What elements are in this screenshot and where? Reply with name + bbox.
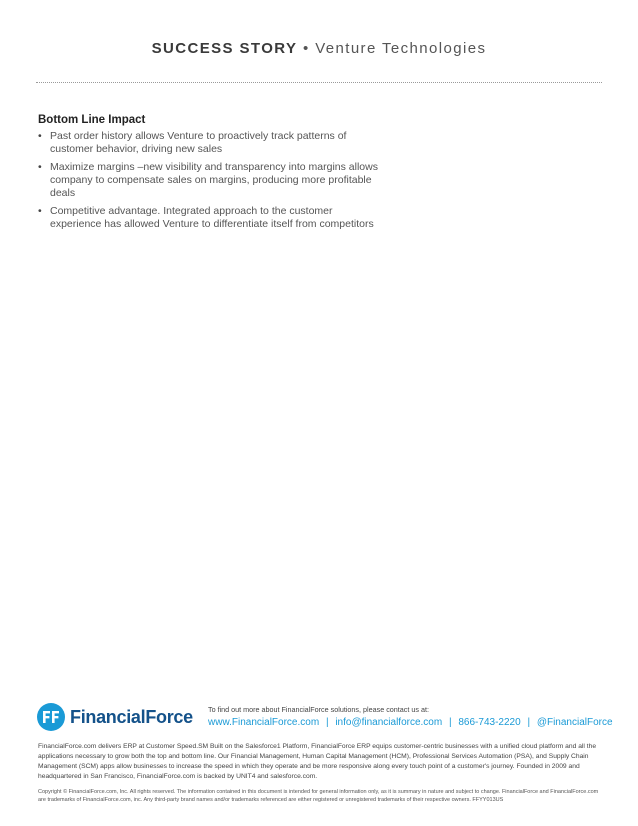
bullet-text: Past order history allows Venture to proactively track patterns of customer behavior, driving new sales <box>50 130 347 155</box>
title-separator: • <box>302 40 310 57</box>
bullet-glyph: • <box>38 130 42 142</box>
website-link[interactable]: www.FinancialForce.com <box>208 717 320 728</box>
bullet-text: Competitive advantage. Integrated approach to the customer experience has allowed Venture to differentiate itself from competitors <box>50 205 374 230</box>
phone-link[interactable]: 866-743-2220 <box>458 717 521 728</box>
financialforce-logo <box>37 702 193 732</box>
section-heading: Bottom Line Impact <box>38 114 146 126</box>
page-title <box>0 40 638 57</box>
bullet-glyph: • <box>38 205 42 217</box>
dotted-divider <box>36 82 602 83</box>
contact-lead-text: To find out more about FinancialForce solutions, please contact us at: <box>208 705 429 714</box>
company-about-paragraph: FinancialForce.com delivers ERP at Customer Speed.SM Built on the Salesforce1 Platform, FinancialForce ERP equips customer-centric businesses with a unified cloud platform and all the applications necessary to grow both the top and bottom line. Our Financial Management, Human Capital Management (HCM), Professional Services Automation (PSA), and Supply Chain Management (SCM) apps allow businesses to increase the speed in which they operate and be more responsive along every touch point of a customer's journey. Founded in 2009 and headquartered in San Francisco, FinancialForce.com is backed by UNIT4 and salesforce.com. <box>38 743 597 780</box>
bullet-glyph: • <box>38 161 42 173</box>
contact-separator: | <box>448 717 452 728</box>
financialforce-logo-icon <box>37 703 65 731</box>
title-company: Venture Technologies <box>315 40 487 57</box>
copyright-notice: Copyright © FinancialForce.com, Inc. All rights reserved. The information contained in this document is intended for general information only, as it is summary in nature and subject to change. FinancialForce and FinancialForce.com are trademarks of FinancialForce.com, inc. Any third-party brand names and/or trademarks referenced are either registered or unregistered trademarks of their respective owners. FFYY013US <box>38 789 599 803</box>
contact-separator: | <box>527 717 531 728</box>
list-item <box>38 130 383 156</box>
title-strong: SUCCESS STORY <box>151 40 298 57</box>
email-link[interactable]: info@financialforce.com <box>335 717 443 728</box>
logo-wordmark: FinancialForce <box>70 706 193 727</box>
list-item <box>38 205 383 231</box>
contact-info <box>208 717 613 728</box>
bullet-text: Maximize margins –new visibility and transparency into margins allows company to compensate sales on margins, producing more profitable deals <box>50 161 378 199</box>
list-item <box>38 161 383 200</box>
contact-separator: | <box>325 717 329 728</box>
impact-bullet-list <box>38 130 383 236</box>
twitter-link[interactable]: @FinancialForce <box>536 717 613 728</box>
ff-monogram-icon <box>41 709 61 725</box>
